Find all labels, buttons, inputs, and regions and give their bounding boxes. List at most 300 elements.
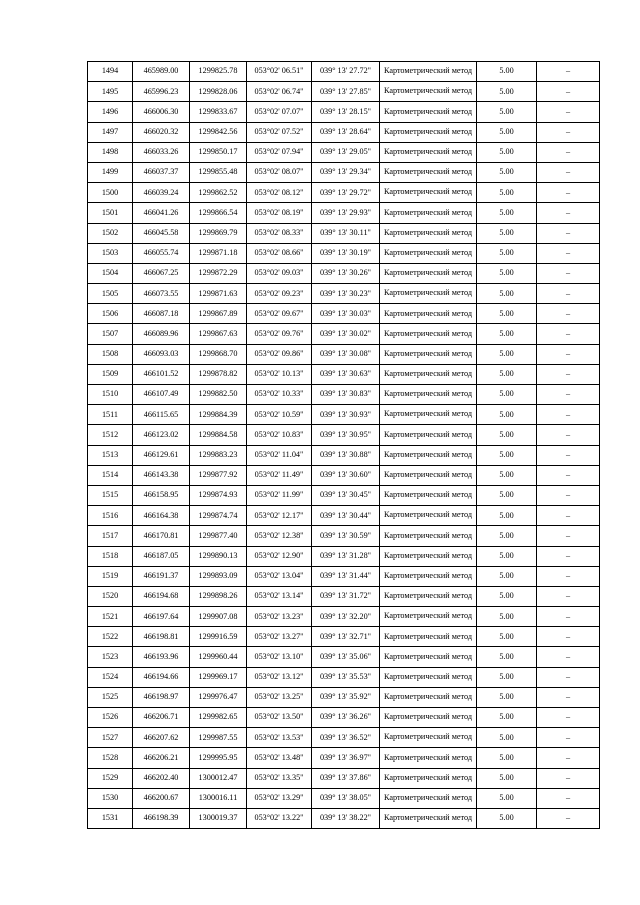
method-cell: Картометрический метод <box>380 728 477 748</box>
longitude-cell: 039° 13' 30.11" <box>312 223 380 243</box>
latitude-cell: 053°02' 13.14" <box>247 586 312 606</box>
precision-cell: 5.00 <box>477 687 537 707</box>
latitude-cell: 053°02' 13.12" <box>247 667 312 687</box>
y-coordinate-cell: 1299982.65 <box>190 708 247 728</box>
point-number-cell: 1519 <box>88 566 133 586</box>
y-coordinate-cell: 1299976.47 <box>190 687 247 707</box>
table-row <box>88 82 600 102</box>
x-coordinate-cell: 466202.40 <box>133 768 190 788</box>
note-cell: – <box>537 667 600 687</box>
table-row <box>88 425 600 445</box>
note-cell: – <box>537 324 600 344</box>
longitude-cell: 039° 13' 27.72" <box>312 62 380 82</box>
point-number-cell: 1509 <box>88 364 133 384</box>
precision-cell: 5.00 <box>477 445 537 465</box>
note-cell: – <box>537 788 600 808</box>
latitude-cell: 053°02' 10.59" <box>247 405 312 425</box>
point-number-cell: 1517 <box>88 526 133 546</box>
note-cell: – <box>537 627 600 647</box>
table-row <box>88 506 600 526</box>
point-number-cell: 1496 <box>88 102 133 122</box>
precision-cell: 5.00 <box>477 405 537 425</box>
x-coordinate-cell: 466206.21 <box>133 748 190 768</box>
note-cell: – <box>537 243 600 263</box>
longitude-cell: 039° 13' 30.59" <box>312 526 380 546</box>
x-coordinate-cell: 465989.00 <box>133 62 190 82</box>
x-coordinate-cell: 466123.02 <box>133 425 190 445</box>
x-coordinate-cell: 466067.25 <box>133 263 190 283</box>
precision-cell: 5.00 <box>477 768 537 788</box>
x-coordinate-cell: 466037.37 <box>133 162 190 182</box>
x-coordinate-cell: 466129.61 <box>133 445 190 465</box>
x-coordinate-cell: 466187.05 <box>133 546 190 566</box>
point-number-cell: 1504 <box>88 263 133 283</box>
point-number-cell: 1526 <box>88 708 133 728</box>
note-cell: – <box>537 647 600 667</box>
precision-cell: 5.00 <box>477 586 537 606</box>
longitude-cell: 039° 13' 31.28" <box>312 546 380 566</box>
latitude-cell: 053°02' 13.22" <box>247 808 312 828</box>
latitude-cell: 053°02' 11.04" <box>247 445 312 465</box>
x-coordinate-cell: 466039.24 <box>133 183 190 203</box>
precision-cell: 5.00 <box>477 627 537 647</box>
x-coordinate-cell: 466194.66 <box>133 667 190 687</box>
y-coordinate-cell: 1299874.74 <box>190 506 247 526</box>
precision-cell: 5.00 <box>477 62 537 82</box>
latitude-cell: 053°02' 09.76" <box>247 324 312 344</box>
point-number-cell: 1497 <box>88 122 133 142</box>
method-cell: Картометрический метод <box>380 445 477 465</box>
longitude-cell: 039° 13' 35.53" <box>312 667 380 687</box>
point-number-cell: 1529 <box>88 768 133 788</box>
point-number-cell: 1510 <box>88 385 133 405</box>
method-cell: Картометрический метод <box>380 627 477 647</box>
x-coordinate-cell: 466170.81 <box>133 526 190 546</box>
method-cell: Картометрический метод <box>380 687 477 707</box>
y-coordinate-cell: 1299893.09 <box>190 566 247 586</box>
note-cell: – <box>537 425 600 445</box>
method-cell: Картометрический метод <box>380 485 477 505</box>
point-number-cell: 1498 <box>88 142 133 162</box>
table-row <box>88 627 600 647</box>
y-coordinate-cell: 1299907.08 <box>190 607 247 627</box>
method-cell: Картометрический метод <box>380 546 477 566</box>
note-cell: – <box>537 344 600 364</box>
precision-cell: 5.00 <box>477 162 537 182</box>
method-cell: Картометрический метод <box>380 102 477 122</box>
latitude-cell: 053°02' 13.48" <box>247 748 312 768</box>
longitude-cell: 039° 13' 30.08" <box>312 344 380 364</box>
note-cell: – <box>537 364 600 384</box>
precision-cell: 5.00 <box>477 788 537 808</box>
latitude-cell: 053°02' 06.51" <box>247 62 312 82</box>
point-number-cell: 1502 <box>88 223 133 243</box>
y-coordinate-cell: 1299825.78 <box>190 62 247 82</box>
table-row <box>88 364 600 384</box>
y-coordinate-cell: 1300019.37 <box>190 808 247 828</box>
method-cell: Картометрический метод <box>380 667 477 687</box>
y-coordinate-cell: 1299868.70 <box>190 344 247 364</box>
y-coordinate-cell: 1299898.26 <box>190 586 247 606</box>
point-number-cell: 1530 <box>88 788 133 808</box>
x-coordinate-cell: 466198.39 <box>133 808 190 828</box>
precision-cell: 5.00 <box>477 284 537 304</box>
longitude-cell: 039° 13' 30.63" <box>312 364 380 384</box>
x-coordinate-cell: 466089.96 <box>133 324 190 344</box>
precision-cell: 5.00 <box>477 465 537 485</box>
precision-cell: 5.00 <box>477 324 537 344</box>
x-coordinate-cell: 466041.26 <box>133 203 190 223</box>
x-coordinate-cell: 466194.68 <box>133 586 190 606</box>
latitude-cell: 053°02' 07.52" <box>247 122 312 142</box>
note-cell: – <box>537 808 600 828</box>
precision-cell: 5.00 <box>477 667 537 687</box>
longitude-cell: 039° 13' 30.02" <box>312 324 380 344</box>
x-coordinate-cell: 466093.03 <box>133 344 190 364</box>
x-coordinate-cell: 466198.81 <box>133 627 190 647</box>
note-cell: – <box>537 485 600 505</box>
longitude-cell: 039° 13' 30.83" <box>312 385 380 405</box>
x-coordinate-cell: 466055.74 <box>133 243 190 263</box>
method-cell: Картометрический метод <box>380 304 477 324</box>
x-coordinate-cell: 466033.26 <box>133 142 190 162</box>
longitude-cell: 039° 13' 38.05" <box>312 788 380 808</box>
longitude-cell: 039° 13' 30.93" <box>312 405 380 425</box>
note-cell: – <box>537 586 600 606</box>
table-row <box>88 748 600 768</box>
latitude-cell: 053°02' 10.13" <box>247 364 312 384</box>
y-coordinate-cell: 1299884.58 <box>190 425 247 445</box>
y-coordinate-cell: 1299877.40 <box>190 526 247 546</box>
y-coordinate-cell: 1299871.18 <box>190 243 247 263</box>
y-coordinate-cell: 1299916.59 <box>190 627 247 647</box>
note-cell: – <box>537 284 600 304</box>
method-cell: Картометрический метод <box>380 748 477 768</box>
point-number-cell: 1528 <box>88 748 133 768</box>
y-coordinate-cell: 1299884.39 <box>190 405 247 425</box>
note-cell: – <box>537 607 600 627</box>
point-number-cell: 1513 <box>88 445 133 465</box>
latitude-cell: 053°02' 13.23" <box>247 607 312 627</box>
y-coordinate-cell: 1299882.50 <box>190 385 247 405</box>
x-coordinate-cell: 466101.52 <box>133 364 190 384</box>
point-number-cell: 1522 <box>88 627 133 647</box>
precision-cell: 5.00 <box>477 607 537 627</box>
x-coordinate-cell: 466200.67 <box>133 788 190 808</box>
x-coordinate-cell: 466164.38 <box>133 506 190 526</box>
point-number-cell: 1499 <box>88 162 133 182</box>
longitude-cell: 039° 13' 30.19" <box>312 243 380 263</box>
table-row <box>88 607 600 627</box>
precision-cell: 5.00 <box>477 263 537 283</box>
method-cell: Картометрический метод <box>380 647 477 667</box>
y-coordinate-cell: 1299869.79 <box>190 223 247 243</box>
latitude-cell: 053°02' 13.50" <box>247 708 312 728</box>
note-cell: – <box>537 405 600 425</box>
latitude-cell: 053°02' 13.53" <box>247 728 312 748</box>
method-cell: Картометрический метод <box>380 284 477 304</box>
latitude-cell: 053°02' 11.99" <box>247 485 312 505</box>
point-number-cell: 1525 <box>88 687 133 707</box>
note-cell: – <box>537 768 600 788</box>
note-cell: – <box>537 203 600 223</box>
y-coordinate-cell: 1299833.67 <box>190 102 247 122</box>
precision-cell: 5.00 <box>477 526 537 546</box>
point-number-cell: 1516 <box>88 506 133 526</box>
longitude-cell: 039° 13' 30.23" <box>312 284 380 304</box>
point-number-cell: 1512 <box>88 425 133 445</box>
method-cell: Картометрический метод <box>380 203 477 223</box>
y-coordinate-cell: 1299855.48 <box>190 162 247 182</box>
note-cell: – <box>537 102 600 122</box>
point-number-cell: 1515 <box>88 485 133 505</box>
latitude-cell: 053°02' 12.38" <box>247 526 312 546</box>
latitude-cell: 053°02' 08.66" <box>247 243 312 263</box>
table-row <box>88 183 600 203</box>
note-cell: – <box>537 263 600 283</box>
note-cell: – <box>537 223 600 243</box>
latitude-cell: 053°02' 12.17" <box>247 506 312 526</box>
precision-cell: 5.00 <box>477 82 537 102</box>
point-number-cell: 1520 <box>88 586 133 606</box>
longitude-cell: 039° 13' 29.34" <box>312 162 380 182</box>
longitude-cell: 039° 13' 38.22" <box>312 808 380 828</box>
note-cell: – <box>537 183 600 203</box>
y-coordinate-cell: 1299877.92 <box>190 465 247 485</box>
table-row <box>88 465 600 485</box>
note-cell: – <box>537 708 600 728</box>
y-coordinate-cell: 1299890.13 <box>190 546 247 566</box>
y-coordinate-cell: 1299969.17 <box>190 667 247 687</box>
method-cell: Картометрический метод <box>380 808 477 828</box>
longitude-cell: 039° 13' 27.85" <box>312 82 380 102</box>
latitude-cell: 053°02' 13.25" <box>247 687 312 707</box>
point-number-cell: 1524 <box>88 667 133 687</box>
table-row <box>88 566 600 586</box>
method-cell: Картометрический метод <box>380 586 477 606</box>
note-cell: – <box>537 62 600 82</box>
point-number-cell: 1503 <box>88 243 133 263</box>
latitude-cell: 053°02' 10.83" <box>247 425 312 445</box>
point-number-cell: 1518 <box>88 546 133 566</box>
point-number-cell: 1527 <box>88 728 133 748</box>
y-coordinate-cell: 1299872.29 <box>190 263 247 283</box>
x-coordinate-cell: 466191.37 <box>133 566 190 586</box>
y-coordinate-cell: 1299842.56 <box>190 122 247 142</box>
table-row <box>88 142 600 162</box>
point-number-cell: 1508 <box>88 344 133 364</box>
table-row <box>88 788 600 808</box>
longitude-cell: 039° 13' 35.06" <box>312 647 380 667</box>
y-coordinate-cell: 1299866.54 <box>190 203 247 223</box>
point-number-cell: 1494 <box>88 62 133 82</box>
method-cell: Картометрический метод <box>380 768 477 788</box>
table-row <box>88 445 600 465</box>
point-number-cell: 1521 <box>88 607 133 627</box>
precision-cell: 5.00 <box>477 708 537 728</box>
method-cell: Картометрический метод <box>380 82 477 102</box>
table-row <box>88 586 600 606</box>
y-coordinate-cell: 1299960.44 <box>190 647 247 667</box>
table-row <box>88 708 600 728</box>
note-cell: – <box>537 385 600 405</box>
longitude-cell: 039° 13' 30.44" <box>312 506 380 526</box>
precision-cell: 5.00 <box>477 142 537 162</box>
precision-cell: 5.00 <box>477 485 537 505</box>
latitude-cell: 053°02' 08.19" <box>247 203 312 223</box>
precision-cell: 5.00 <box>477 546 537 566</box>
table-row <box>88 526 600 546</box>
longitude-cell: 039° 13' 30.45" <box>312 485 380 505</box>
table-row <box>88 768 600 788</box>
method-cell: Картометрический метод <box>380 385 477 405</box>
note-cell: – <box>537 162 600 182</box>
latitude-cell: 053°02' 09.03" <box>247 263 312 283</box>
point-number-cell: 1507 <box>88 324 133 344</box>
x-coordinate-cell: 466206.71 <box>133 708 190 728</box>
longitude-cell: 039° 13' 30.03" <box>312 304 380 324</box>
longitude-cell: 039° 13' 36.52" <box>312 728 380 748</box>
method-cell: Картометрический метод <box>380 142 477 162</box>
table-row <box>88 728 600 748</box>
longitude-cell: 039° 13' 28.15" <box>312 102 380 122</box>
precision-cell: 5.00 <box>477 203 537 223</box>
x-coordinate-cell: 466045.58 <box>133 223 190 243</box>
latitude-cell: 053°02' 08.33" <box>247 223 312 243</box>
x-coordinate-cell: 466198.97 <box>133 687 190 707</box>
precision-cell: 5.00 <box>477 748 537 768</box>
precision-cell: 5.00 <box>477 344 537 364</box>
x-coordinate-cell: 466107.49 <box>133 385 190 405</box>
point-number-cell: 1495 <box>88 82 133 102</box>
longitude-cell: 039° 13' 28.64" <box>312 122 380 142</box>
method-cell: Картометрический метод <box>380 122 477 142</box>
longitude-cell: 039° 13' 36.26" <box>312 708 380 728</box>
table-row <box>88 62 600 82</box>
method-cell: Картометрический метод <box>380 506 477 526</box>
precision-cell: 5.00 <box>477 385 537 405</box>
latitude-cell: 053°02' 07.94" <box>247 142 312 162</box>
precision-cell: 5.00 <box>477 808 537 828</box>
x-coordinate-cell: 466143.38 <box>133 465 190 485</box>
longitude-cell: 039° 13' 31.72" <box>312 586 380 606</box>
y-coordinate-cell: 1300012.47 <box>190 768 247 788</box>
method-cell: Картометрический метод <box>380 405 477 425</box>
longitude-cell: 039° 13' 30.88" <box>312 445 380 465</box>
latitude-cell: 053°02' 08.07" <box>247 162 312 182</box>
longitude-cell: 039° 13' 31.44" <box>312 566 380 586</box>
x-coordinate-cell: 466073.55 <box>133 284 190 304</box>
latitude-cell: 053°02' 10.33" <box>247 385 312 405</box>
method-cell: Картометрический метод <box>380 243 477 263</box>
y-coordinate-cell: 1299850.17 <box>190 142 247 162</box>
latitude-cell: 053°02' 13.27" <box>247 627 312 647</box>
table-row <box>88 263 600 283</box>
note-cell: – <box>537 728 600 748</box>
method-cell: Картометрический метод <box>380 263 477 283</box>
method-cell: Картометрический метод <box>380 566 477 586</box>
table-row <box>88 405 600 425</box>
y-coordinate-cell: 1299871.63 <box>190 284 247 304</box>
point-number-cell: 1500 <box>88 183 133 203</box>
x-coordinate-cell: 466197.64 <box>133 607 190 627</box>
latitude-cell: 053°02' 08.12" <box>247 183 312 203</box>
point-number-cell: 1505 <box>88 284 133 304</box>
latitude-cell: 053°02' 11.49" <box>247 465 312 485</box>
longitude-cell: 039° 13' 30.60" <box>312 465 380 485</box>
y-coordinate-cell: 1300016.11 <box>190 788 247 808</box>
note-cell: – <box>537 566 600 586</box>
latitude-cell: 053°02' 06.74" <box>247 82 312 102</box>
table-row <box>88 203 600 223</box>
precision-cell: 5.00 <box>477 364 537 384</box>
latitude-cell: 053°02' 13.04" <box>247 566 312 586</box>
longitude-cell: 039° 13' 32.20" <box>312 607 380 627</box>
method-cell: Картометрический метод <box>380 788 477 808</box>
longitude-cell: 039° 13' 29.05" <box>312 142 380 162</box>
method-cell: Картометрический метод <box>380 465 477 485</box>
table-row <box>88 385 600 405</box>
point-number-cell: 1501 <box>88 203 133 223</box>
y-coordinate-cell: 1299862.52 <box>190 183 247 203</box>
precision-cell: 5.00 <box>477 566 537 586</box>
precision-cell: 5.00 <box>477 728 537 748</box>
note-cell: – <box>537 304 600 324</box>
point-number-cell: 1531 <box>88 808 133 828</box>
latitude-cell: 053°02' 09.86" <box>247 344 312 364</box>
longitude-cell: 039° 13' 29.72" <box>312 183 380 203</box>
note-cell: – <box>537 465 600 485</box>
precision-cell: 5.00 <box>477 223 537 243</box>
y-coordinate-cell: 1299878.82 <box>190 364 247 384</box>
longitude-cell: 039° 13' 30.95" <box>312 425 380 445</box>
longitude-cell: 039° 13' 29.93" <box>312 203 380 223</box>
method-cell: Картометрический метод <box>380 223 477 243</box>
latitude-cell: 053°02' 07.07" <box>247 102 312 122</box>
latitude-cell: 053°02' 12.90" <box>247 546 312 566</box>
note-cell: – <box>537 687 600 707</box>
y-coordinate-cell: 1299995.95 <box>190 748 247 768</box>
y-coordinate-cell: 1299987.55 <box>190 728 247 748</box>
precision-cell: 5.00 <box>477 122 537 142</box>
latitude-cell: 053°02' 13.35" <box>247 768 312 788</box>
table-row <box>88 304 600 324</box>
latitude-cell: 053°02' 09.67" <box>247 304 312 324</box>
table-row <box>88 546 600 566</box>
table-row <box>88 667 600 687</box>
longitude-cell: 039° 13' 37.86" <box>312 768 380 788</box>
y-coordinate-cell: 1299867.89 <box>190 304 247 324</box>
x-coordinate-cell: 466193.96 <box>133 647 190 667</box>
x-coordinate-cell: 466006.30 <box>133 102 190 122</box>
method-cell: Картометрический метод <box>380 344 477 364</box>
point-number-cell: 1506 <box>88 304 133 324</box>
note-cell: – <box>537 526 600 546</box>
method-cell: Картометрический метод <box>380 183 477 203</box>
x-coordinate-cell: 466158.95 <box>133 485 190 505</box>
table-row <box>88 243 600 263</box>
x-coordinate-cell: 466087.18 <box>133 304 190 324</box>
note-cell: – <box>537 82 600 102</box>
note-cell: – <box>537 546 600 566</box>
precision-cell: 5.00 <box>477 243 537 263</box>
table-row <box>88 344 600 364</box>
precision-cell: 5.00 <box>477 304 537 324</box>
table-body <box>88 62 600 829</box>
longitude-cell: 039° 13' 35.92" <box>312 687 380 707</box>
point-number-cell: 1511 <box>88 405 133 425</box>
longitude-cell: 039° 13' 30.26" <box>312 263 380 283</box>
